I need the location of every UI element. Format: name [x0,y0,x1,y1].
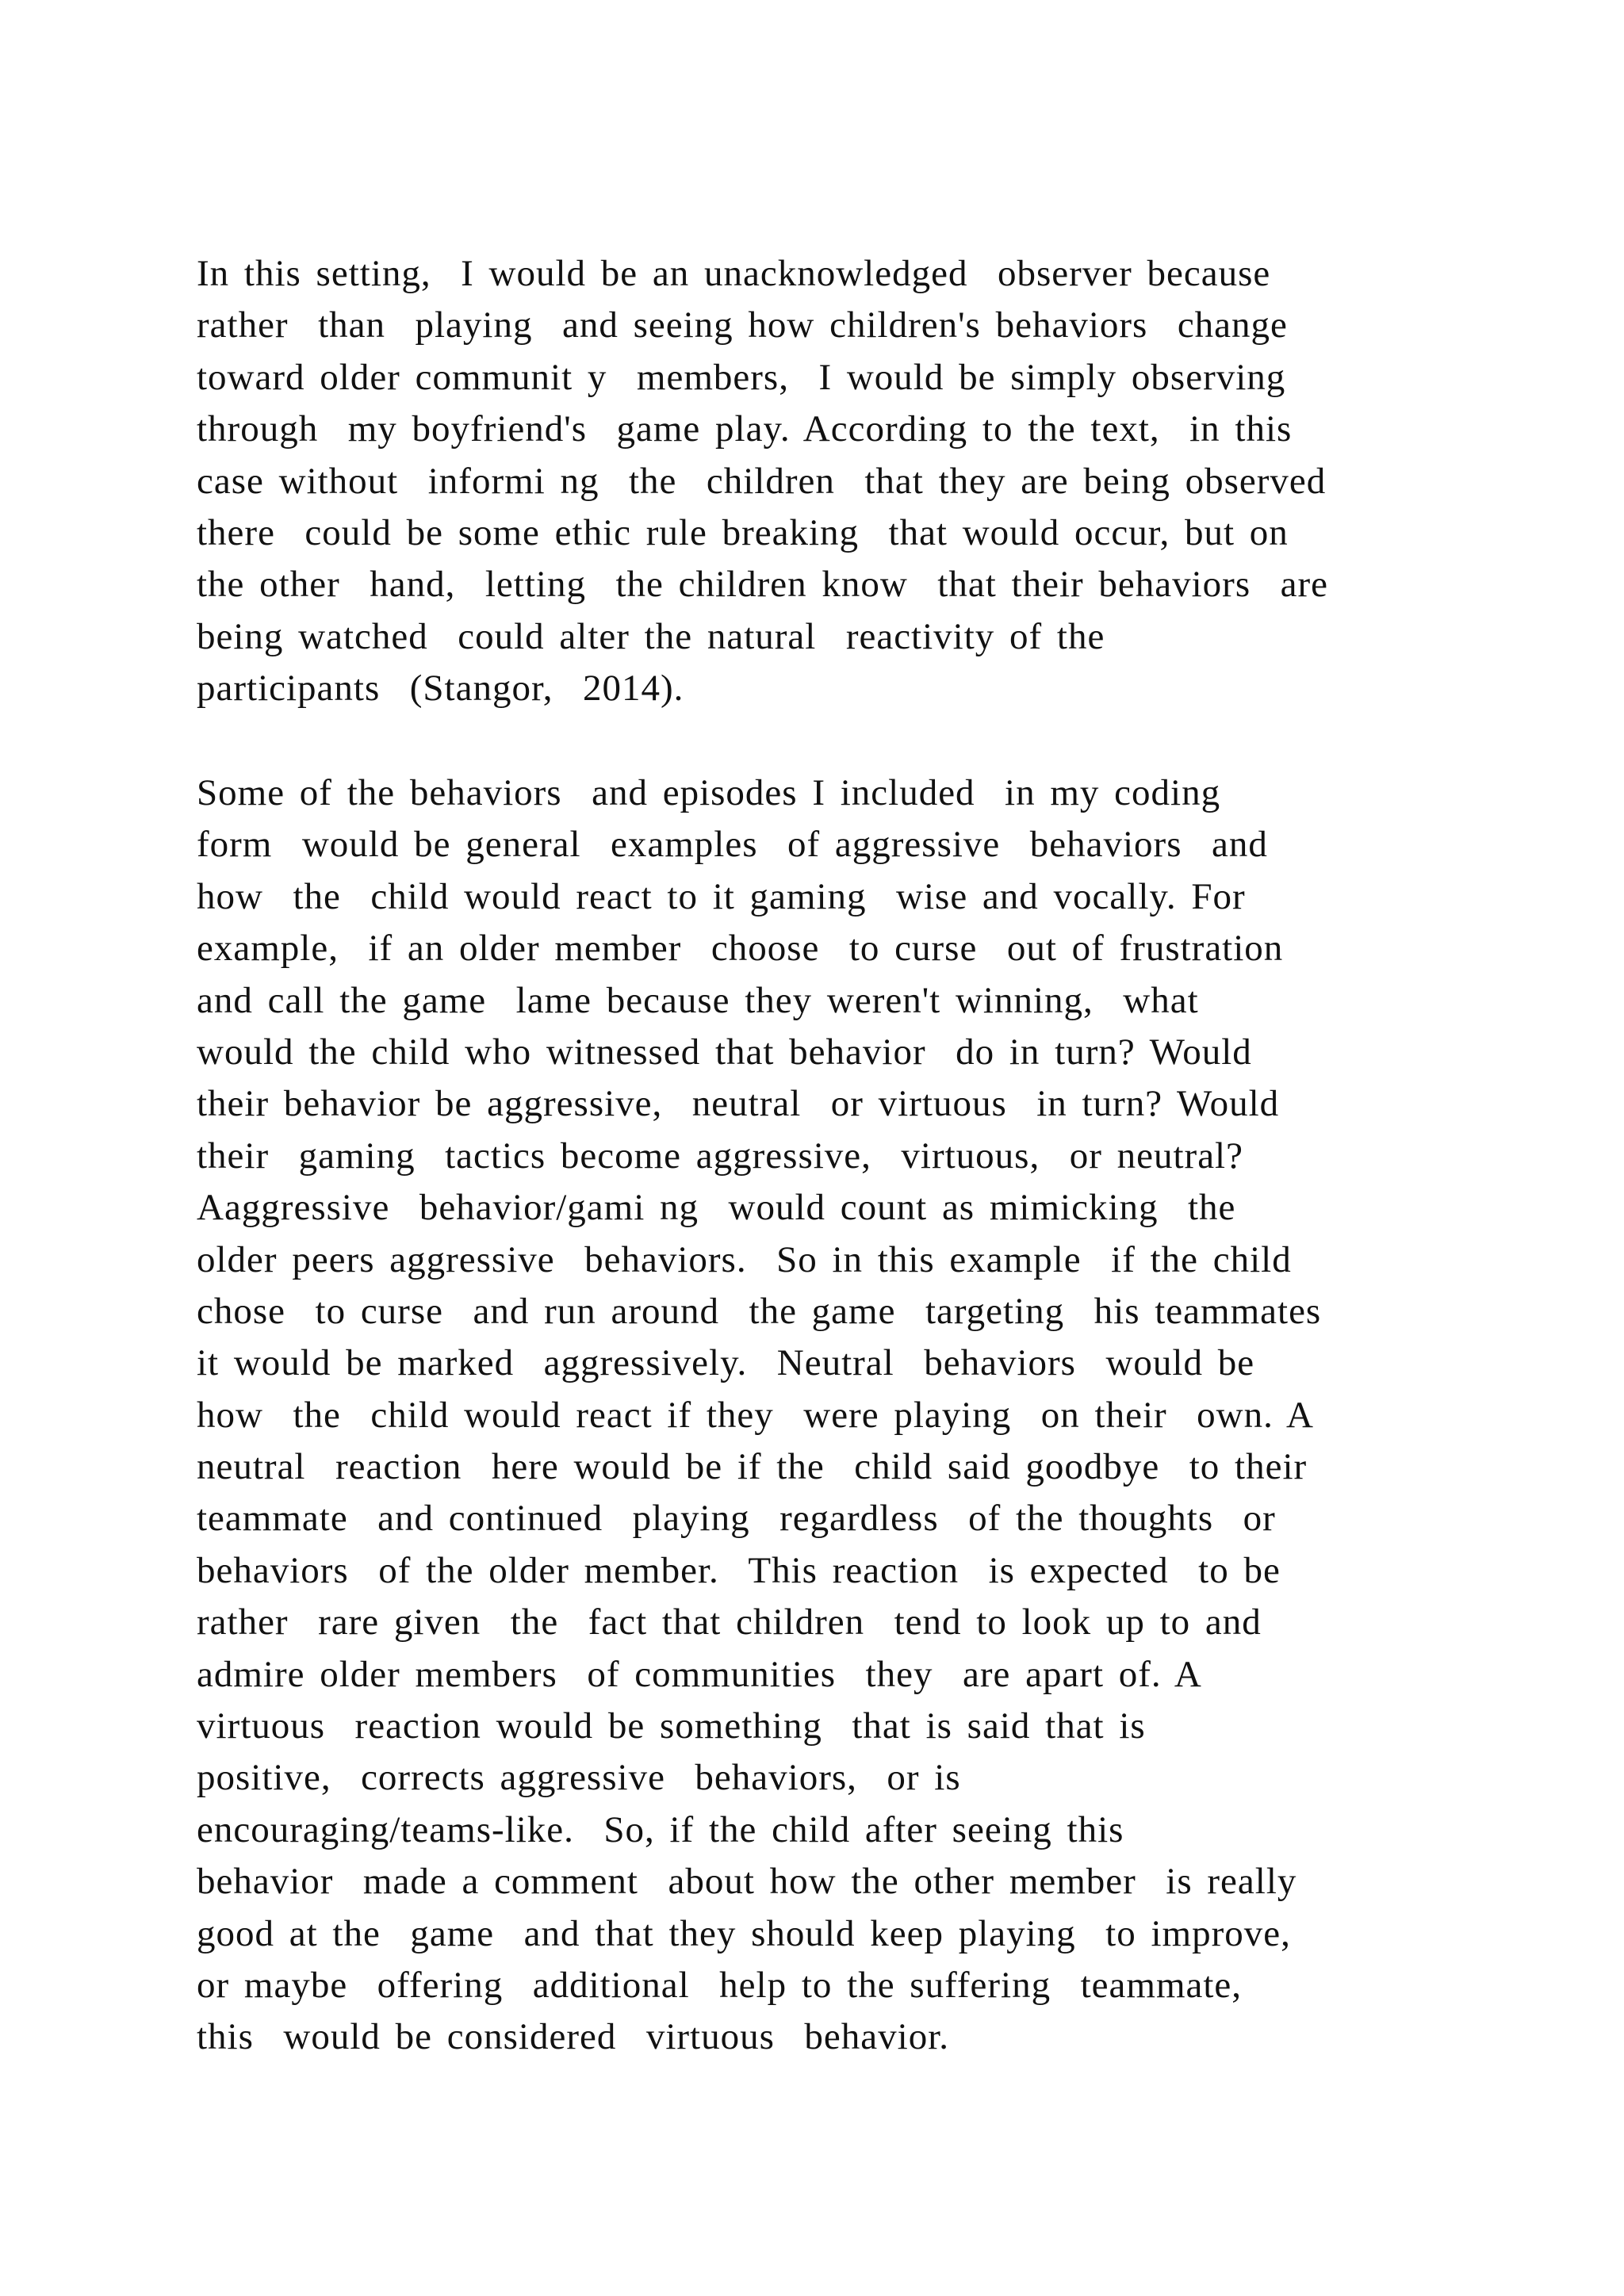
text-line: through my boyfriend's game play. According to the text, in this [197,408,1293,450]
text-line: it would be marked aggressively. Neutral behaviors would be [197,1342,1255,1384]
text-line: would the child who witnessed that behavior do in turn? Would [197,1031,1252,1073]
text-line: good at the game and that they should keep playing to improve, [197,1912,1291,1954]
text-line: behavior made a comment about how the other member is really [197,1861,1297,1903]
text-line: how the child would react if they were playing on their own. A [197,1394,1314,1436]
text-line: Aaggressive behavior/gami ng would count as mimicking the [197,1187,1236,1229]
text-line: In this setting, I would be an unacknowledged observer because [197,253,1271,294]
text-line: virtuous reaction would be something that is said that is [197,1705,1146,1747]
text-line: teammate and continued playing regardless of the thoughts or [197,1498,1276,1540]
text-line: there could be some ethic rule breaking that would occur, but on [197,511,1289,553]
text-line: chose to curse and run around the game targeting his teammates [197,1290,1322,1332]
text-line: the other hand, letting the children know that their behaviors are [197,564,1328,606]
text-line: their behavior be aggressive, neutral or virtuous in turn? Would [197,1083,1280,1125]
text-line: how the child would react to it gaming wise and vocally. For [197,875,1246,917]
text-line: older peers aggressive behaviors. So in this example if the child [197,1238,1292,1280]
text-line: participants (Stangor, 2014). [197,668,684,710]
text-line: form would be general examples of aggressive behaviors and [197,824,1268,866]
text-line: behaviors of the older member. This reaction is expected to be [197,1549,1281,1591]
text-line: this would be considered virtuous behavior. [197,2016,949,2058]
text-line: example, if an older member choose to curse out of frustration [197,928,1284,970]
text-line: positive, corrects aggressive behaviors, or is [197,1757,961,1799]
paragraph-coding-form [197,767,1545,2064]
text-line: being watched could alter the natural reactivity of the [197,615,1105,657]
text-line: case without informi ng the children that they are being observed [197,460,1327,502]
text-line: and call the game lame because they weren't winning, what [197,979,1199,1021]
paragraph-observer-role [197,248,1545,715]
text-line: their gaming tactics become aggressive, virtuous, or neutral? [197,1135,1243,1177]
text-line: toward older communit y members, I would be simply observing [197,356,1286,398]
text-line: neutral reaction here would be if the child said goodbye to their [197,1446,1308,1488]
text-line: encouraging/teams-like. So, if the child after seeing this [197,1808,1124,1850]
text-line: rather rare given the fact that children tend to look up to and [197,1601,1262,1644]
text-line: or maybe offering additional help to the suffering teammate, [197,1964,1243,2006]
text-line: Some of the behaviors and episodes I included in my coding [197,772,1221,813]
text-line: admire older members of communities they are apart of. A [197,1653,1202,1695]
text-line: rather than playing and seeing how children's behaviors change [197,304,1288,346]
